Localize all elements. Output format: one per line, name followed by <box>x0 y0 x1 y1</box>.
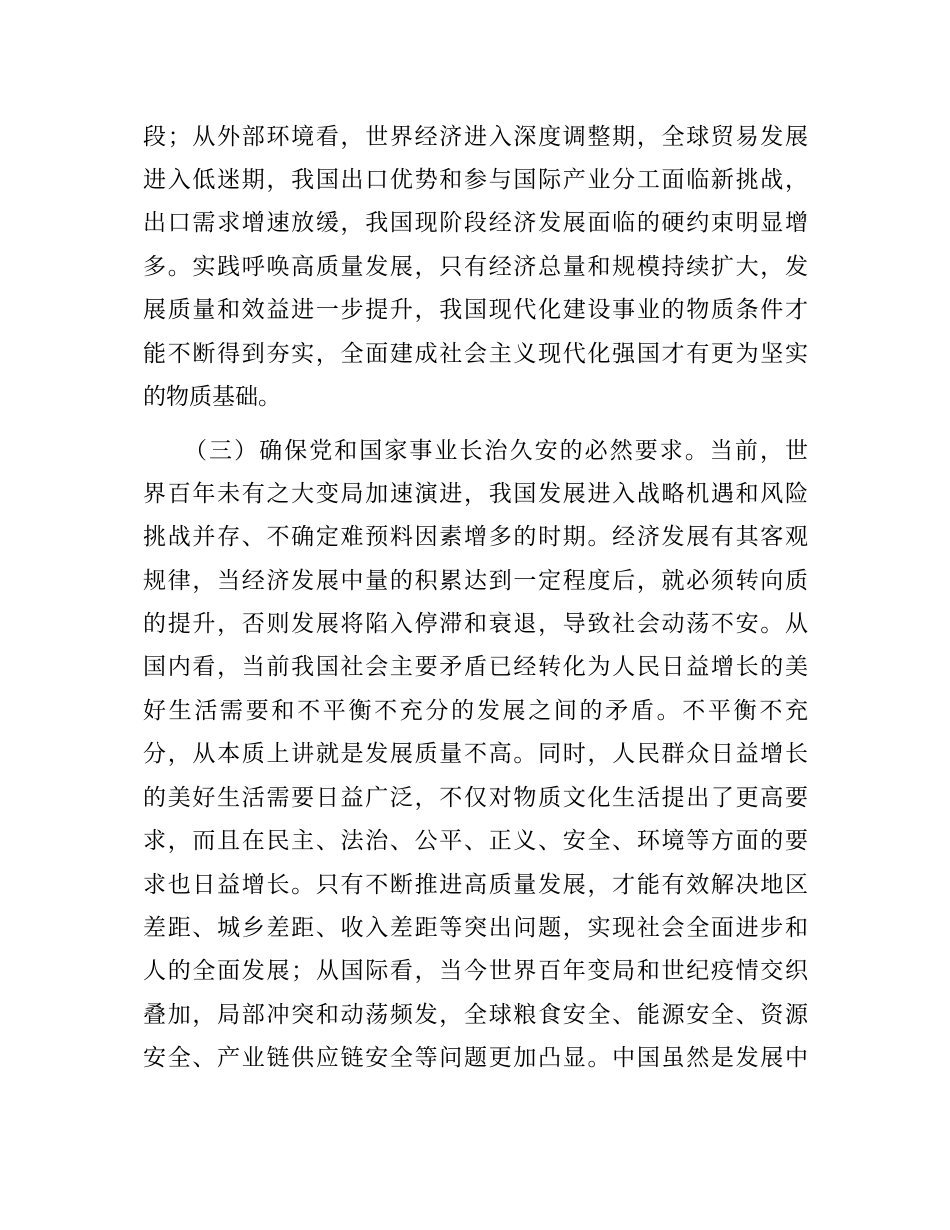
text-line: 展质量和效益进一步提升，我国现代化建设事业的物质条件才 <box>143 297 808 323</box>
text-line: 好生活需要和不平衡不充分的发展之间的矛盾。不平衡不充 <box>143 698 808 724</box>
text-line: 国内看，当前我国社会主要矛盾已经转化为人民日益增长的美 <box>143 654 808 680</box>
text-line: 段；从外部环境看，世界经济进入深度调整期，全球贸易发展 <box>143 124 808 150</box>
text-line: 进入低迷期，我国出口优势和参与国际产业分工面临新挑战， <box>143 167 808 193</box>
text-line: 分，从本质上讲就是发展质量不高。同时，人民群众日益增长 <box>143 741 808 767</box>
text-line: 的美好生活需要日益广泛，不仅对物质文化生活提出了更高要 <box>143 785 808 811</box>
text-line: 的物质基础。 <box>143 384 281 410</box>
text-line: 界百年未有之大变局加速演进，我国发展进入战略机遇和风险 <box>143 481 808 507</box>
text-line: 差距、城乡差距、收入差距等突出问题，实现社会全面进步和 <box>143 915 808 941</box>
text-line: 出口需求增速放缓，我国现阶段经济发展面临的硬约束明显增 <box>143 210 808 236</box>
text-line: 求，而且在民主、法治、公平、正义、安全、环境等方面的要 <box>143 828 808 854</box>
text-line: 叠加，局部冲突和动荡频发，全球粮食安全、能源安全、资源 <box>143 1002 808 1028</box>
text-line: 求也日益增长。只有不断推进高质量发展，才能有效解决地区 <box>143 872 808 898</box>
section-heading-line: （三）确保党和国家事业长治久安的必然要求。当前，世 <box>184 438 808 464</box>
text-line: 多。实践呼唤高质量发展，只有经济总量和规模持续扩大，发 <box>143 254 808 280</box>
text-line: 规律，当经济发展中量的积累达到一定程度后，就必须转向质 <box>143 568 808 594</box>
text-line: 挑战并存、不确定难预料因素增多的时期。经济发展有其客观 <box>143 524 808 550</box>
text-line: 安全、产业链供应链安全等问题更加凸显。中国虽然是发展中 <box>143 1045 808 1071</box>
text-line: 能不断得到夯实，全面建成社会主义现代化强国才有更为坚实 <box>143 341 808 367</box>
text-line: 人的全面发展；从国际看，当今世界百年变局和世纪疫情交织 <box>143 958 808 984</box>
text-line: 的提升，否则发展将陷入停滞和衰退，导致社会动荡不安。从 <box>143 611 808 637</box>
